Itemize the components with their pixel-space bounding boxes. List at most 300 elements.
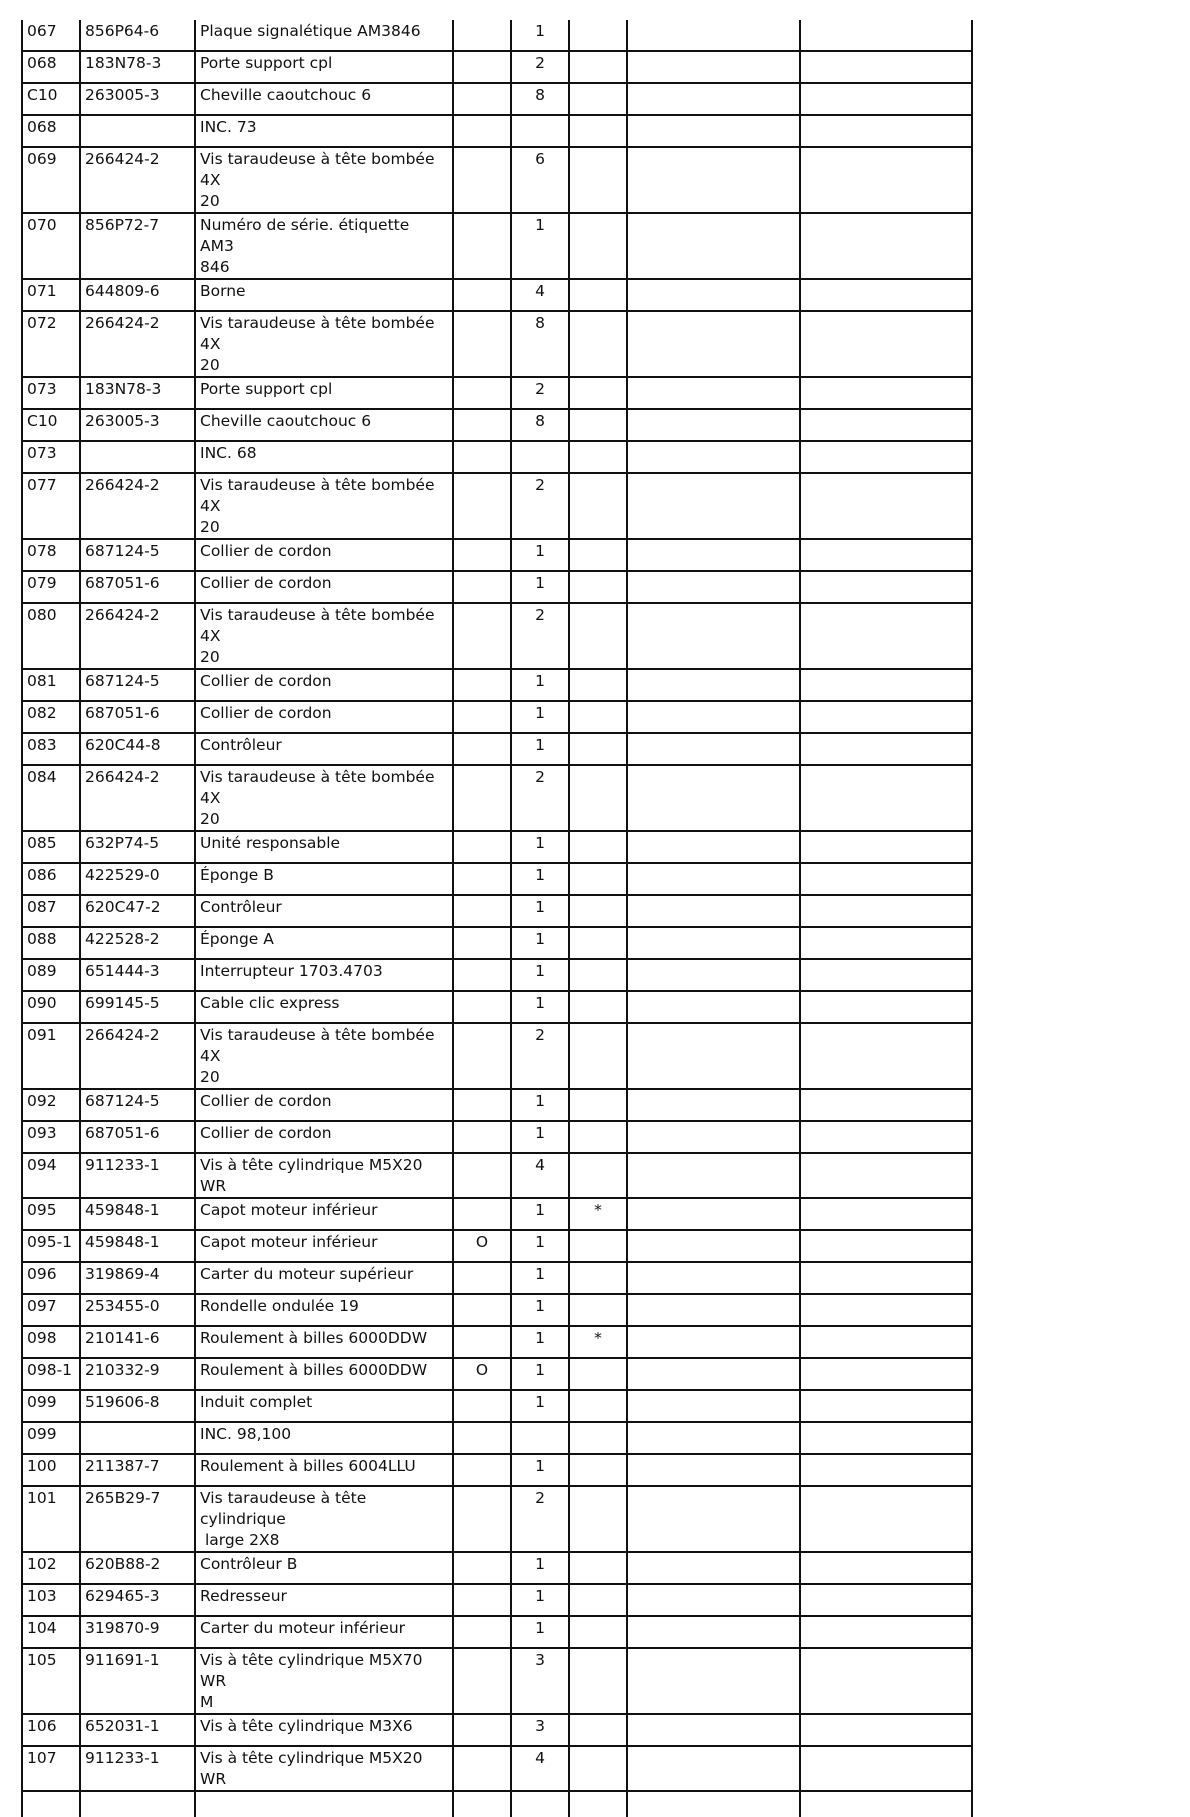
part-number-cell: 687051-6 bbox=[80, 701, 195, 733]
note-cell bbox=[569, 115, 627, 147]
note-cell bbox=[569, 863, 627, 895]
note-cell bbox=[569, 51, 627, 83]
description-cell: Contrôleur B bbox=[195, 1552, 453, 1584]
table-row bbox=[22, 1714, 972, 1746]
note-cell bbox=[569, 895, 627, 927]
quantity-cell: 1 bbox=[511, 1390, 569, 1422]
empty-cell bbox=[627, 409, 800, 441]
empty-cell bbox=[800, 115, 972, 147]
note-cell bbox=[569, 669, 627, 701]
ref-number-cell: 107 bbox=[22, 1746, 80, 1791]
ref-number-cell: 094 bbox=[22, 1153, 80, 1198]
quantity-cell: 1 bbox=[511, 701, 569, 733]
note-cell bbox=[569, 1486, 627, 1552]
part-number-cell: 211387-7 bbox=[80, 1454, 195, 1486]
ref-number-cell: 099 bbox=[22, 1390, 80, 1422]
empty-cell bbox=[627, 441, 800, 473]
note-cell bbox=[569, 1584, 627, 1616]
table-row bbox=[22, 701, 972, 733]
part-number-cell: 687124-5 bbox=[80, 539, 195, 571]
option-cell bbox=[453, 669, 511, 701]
note-cell bbox=[569, 1230, 627, 1262]
empty-cell bbox=[800, 831, 972, 863]
table-row bbox=[22, 765, 972, 831]
ref-number-cell: 084 bbox=[22, 765, 80, 831]
quantity-cell: 2 bbox=[511, 1023, 569, 1089]
empty-cell bbox=[627, 83, 800, 115]
empty-cell bbox=[800, 927, 972, 959]
empty-cell bbox=[800, 1616, 972, 1648]
note-cell bbox=[569, 1089, 627, 1121]
option-cell bbox=[453, 1422, 511, 1454]
note-cell bbox=[569, 539, 627, 571]
description-cell: Cheville caoutchouc 6 bbox=[195, 83, 453, 115]
empty-cell bbox=[800, 733, 972, 765]
quantity-cell: 2 bbox=[511, 473, 569, 539]
empty-cell bbox=[627, 377, 800, 409]
option-cell bbox=[453, 1552, 511, 1584]
option-cell bbox=[453, 603, 511, 669]
ref-number-cell: 085 bbox=[22, 831, 80, 863]
part-number-cell: 687051-6 bbox=[80, 571, 195, 603]
part-number-cell: 459848-1 bbox=[80, 1230, 195, 1262]
table-row bbox=[22, 959, 972, 991]
description-cell: Unité responsable bbox=[195, 831, 453, 863]
empty-cell bbox=[800, 1648, 972, 1714]
note-cell bbox=[569, 1153, 627, 1198]
part-number-cell: 911233-1 bbox=[80, 1153, 195, 1198]
empty-cell bbox=[627, 991, 800, 1023]
table-row bbox=[22, 1552, 972, 1584]
quantity-cell: 1 bbox=[511, 539, 569, 571]
empty-cell bbox=[800, 1153, 972, 1198]
option-cell bbox=[453, 895, 511, 927]
table-row bbox=[22, 147, 972, 213]
table-row bbox=[22, 213, 972, 279]
table-row bbox=[22, 1390, 972, 1422]
empty-cell bbox=[800, 1023, 972, 1089]
ref-number-cell: 103 bbox=[22, 1584, 80, 1616]
part-number-cell: 911691-1 bbox=[80, 1648, 195, 1714]
table-row bbox=[22, 1358, 972, 1390]
table-row bbox=[22, 1198, 972, 1230]
ref-number-cell: 091 bbox=[22, 1023, 80, 1089]
ref-number-cell: 072 bbox=[22, 311, 80, 377]
option-cell bbox=[453, 409, 511, 441]
empty-cell bbox=[800, 765, 972, 831]
quantity-cell bbox=[511, 115, 569, 147]
quantity-cell: 2 bbox=[511, 51, 569, 83]
option-cell bbox=[453, 1584, 511, 1616]
option-cell bbox=[453, 1648, 511, 1714]
description-cell: Vis taraudeuse à tête bombée 4X 20 bbox=[195, 765, 453, 831]
option-cell bbox=[453, 959, 511, 991]
description-cell: INC. 73 bbox=[195, 115, 453, 147]
empty-cell bbox=[22, 1791, 80, 1817]
table-row bbox=[22, 1616, 972, 1648]
empty-cell bbox=[800, 1358, 972, 1390]
empty-cell bbox=[800, 895, 972, 927]
note-cell bbox=[569, 927, 627, 959]
note-cell bbox=[569, 83, 627, 115]
description-cell: Collier de cordon bbox=[195, 571, 453, 603]
quantity-cell: 1 bbox=[511, 669, 569, 701]
ref-number-cell: 090 bbox=[22, 991, 80, 1023]
ref-number-cell: 079 bbox=[22, 571, 80, 603]
description-cell: Vis à tête cylindrique M5X70 WR M bbox=[195, 1648, 453, 1714]
quantity-cell: 1 bbox=[511, 1552, 569, 1584]
option-cell bbox=[453, 279, 511, 311]
note-cell bbox=[569, 1746, 627, 1791]
empty-cell bbox=[627, 1486, 800, 1552]
note-cell: * bbox=[569, 1198, 627, 1230]
quantity-cell: 1 bbox=[511, 1454, 569, 1486]
table-row bbox=[22, 1422, 972, 1454]
ref-number-cell: 106 bbox=[22, 1714, 80, 1746]
ref-number-cell: 095-1 bbox=[22, 1230, 80, 1262]
part-number-cell: 210332-9 bbox=[80, 1358, 195, 1390]
empty-cell bbox=[800, 701, 972, 733]
quantity-cell: 4 bbox=[511, 279, 569, 311]
quantity-cell: 1 bbox=[511, 991, 569, 1023]
quantity-cell: 1 bbox=[511, 1121, 569, 1153]
quantity-cell: 1 bbox=[511, 1230, 569, 1262]
empty-cell bbox=[800, 1089, 972, 1121]
description-cell: Contrôleur bbox=[195, 733, 453, 765]
ref-number-cell: C10 bbox=[22, 409, 80, 441]
note-cell bbox=[569, 701, 627, 733]
option-cell bbox=[453, 377, 511, 409]
table-row bbox=[22, 1230, 972, 1262]
quantity-cell: 2 bbox=[511, 603, 569, 669]
description-cell: Vis taraudeuse à tête bombée 4X 20 bbox=[195, 311, 453, 377]
table-row bbox=[22, 1454, 972, 1486]
empty-cell bbox=[627, 1023, 800, 1089]
empty-cell bbox=[800, 83, 972, 115]
part-number-cell: 856P64-6 bbox=[80, 20, 195, 51]
note-cell bbox=[569, 147, 627, 213]
description-cell: Vis à tête cylindrique M5X20 WR bbox=[195, 1746, 453, 1791]
empty-cell bbox=[627, 831, 800, 863]
part-number-cell: 687124-5 bbox=[80, 1089, 195, 1121]
ref-number-cell: 082 bbox=[22, 701, 80, 733]
ref-number-cell: 092 bbox=[22, 1089, 80, 1121]
note-cell bbox=[569, 571, 627, 603]
table-row bbox=[22, 20, 972, 51]
table-row bbox=[22, 377, 972, 409]
empty-cell bbox=[627, 1552, 800, 1584]
empty-cell bbox=[627, 1390, 800, 1422]
table-row bbox=[22, 1584, 972, 1616]
empty-cell bbox=[627, 1714, 800, 1746]
table-row bbox=[22, 991, 972, 1023]
option-cell bbox=[453, 1486, 511, 1552]
empty-cell bbox=[627, 1358, 800, 1390]
description-cell: Vis taraudeuse à tête bombée 4X 20 bbox=[195, 603, 453, 669]
empty-cell bbox=[800, 539, 972, 571]
empty-cell bbox=[627, 1746, 800, 1791]
part-number-cell: 265B29-7 bbox=[80, 1486, 195, 1552]
option-cell: O bbox=[453, 1230, 511, 1262]
empty-cell bbox=[627, 959, 800, 991]
option-cell bbox=[453, 1326, 511, 1358]
ref-number-cell: 071 bbox=[22, 279, 80, 311]
table-row bbox=[22, 863, 972, 895]
empty-cell bbox=[800, 1714, 972, 1746]
empty-cell bbox=[800, 863, 972, 895]
table-row bbox=[22, 83, 972, 115]
empty-cell bbox=[453, 1791, 511, 1817]
empty-cell bbox=[800, 1422, 972, 1454]
empty-cell bbox=[800, 1294, 972, 1326]
quantity-cell: 1 bbox=[511, 733, 569, 765]
empty-cell bbox=[627, 1089, 800, 1121]
part-number-cell bbox=[80, 441, 195, 473]
empty-cell bbox=[800, 603, 972, 669]
description-cell: Capot moteur inférieur bbox=[195, 1198, 453, 1230]
table-row bbox=[22, 1486, 972, 1552]
option-cell bbox=[453, 539, 511, 571]
description-cell: Capot moteur inférieur bbox=[195, 1230, 453, 1262]
part-number-cell: 652031-1 bbox=[80, 1714, 195, 1746]
empty-cell bbox=[627, 863, 800, 895]
empty-cell bbox=[800, 441, 972, 473]
note-cell bbox=[569, 991, 627, 1023]
description-cell: Numéro de série. étiquette AM3 846 bbox=[195, 213, 453, 279]
table-row bbox=[22, 51, 972, 83]
quantity-cell: 8 bbox=[511, 83, 569, 115]
part-number-cell: 263005-3 bbox=[80, 83, 195, 115]
ref-number-cell: 086 bbox=[22, 863, 80, 895]
ref-number-cell: 083 bbox=[22, 733, 80, 765]
option-cell bbox=[453, 1390, 511, 1422]
description-cell: Vis taraudeuse à tête bombée 4X 20 bbox=[195, 1023, 453, 1089]
empty-cell bbox=[800, 1454, 972, 1486]
empty-cell bbox=[511, 1791, 569, 1817]
description-cell: Induit complet bbox=[195, 1390, 453, 1422]
note-cell bbox=[569, 20, 627, 51]
table-row bbox=[22, 571, 972, 603]
description-cell: Vis à tête cylindrique M3X6 bbox=[195, 1714, 453, 1746]
description-cell: Roulement à billes 6004LLU bbox=[195, 1454, 453, 1486]
empty-cell bbox=[800, 1584, 972, 1616]
ref-number-cell: 093 bbox=[22, 1121, 80, 1153]
description-cell: Collier de cordon bbox=[195, 701, 453, 733]
empty-cell bbox=[800, 147, 972, 213]
table-row bbox=[22, 1023, 972, 1089]
empty-cell bbox=[800, 571, 972, 603]
ref-number-cell: 099 bbox=[22, 1422, 80, 1454]
quantity-cell: 1 bbox=[511, 1294, 569, 1326]
ref-number-cell: 067 bbox=[22, 20, 80, 51]
option-cell bbox=[453, 473, 511, 539]
table-continuation-row bbox=[22, 1791, 972, 1817]
description-cell: Cable clic express bbox=[195, 991, 453, 1023]
ref-number-cell: 080 bbox=[22, 603, 80, 669]
part-number-cell: 911233-1 bbox=[80, 1746, 195, 1791]
part-number-cell: 519606-8 bbox=[80, 1390, 195, 1422]
part-number-cell: 629465-3 bbox=[80, 1584, 195, 1616]
part-number-cell: 319869-4 bbox=[80, 1262, 195, 1294]
option-cell bbox=[453, 20, 511, 51]
quantity-cell: 1 bbox=[511, 1089, 569, 1121]
option-cell bbox=[453, 1089, 511, 1121]
note-cell bbox=[569, 733, 627, 765]
note-cell bbox=[569, 1714, 627, 1746]
option-cell bbox=[453, 1198, 511, 1230]
empty-cell bbox=[800, 1746, 972, 1791]
table-row bbox=[22, 1153, 972, 1198]
empty-cell bbox=[800, 669, 972, 701]
empty-cell bbox=[627, 147, 800, 213]
empty-cell bbox=[627, 1153, 800, 1198]
empty-cell bbox=[800, 959, 972, 991]
note-cell bbox=[569, 441, 627, 473]
quantity-cell: 4 bbox=[511, 1153, 569, 1198]
option-cell bbox=[453, 1153, 511, 1198]
table-row bbox=[22, 669, 972, 701]
quantity-cell: 2 bbox=[511, 765, 569, 831]
note-cell bbox=[569, 1121, 627, 1153]
description-cell: Collier de cordon bbox=[195, 539, 453, 571]
table-row bbox=[22, 1326, 972, 1358]
option-cell bbox=[453, 1454, 511, 1486]
empty-cell bbox=[800, 1326, 972, 1358]
option-cell bbox=[453, 701, 511, 733]
quantity-cell: 1 bbox=[511, 213, 569, 279]
empty-cell bbox=[627, 669, 800, 701]
description-cell: Borne bbox=[195, 279, 453, 311]
quantity-cell: 4 bbox=[511, 1746, 569, 1791]
option-cell bbox=[453, 1294, 511, 1326]
description-cell: Roulement à billes 6000DDW bbox=[195, 1326, 453, 1358]
empty-cell bbox=[627, 733, 800, 765]
description-cell: Éponge B bbox=[195, 863, 453, 895]
part-number-cell: 687051-6 bbox=[80, 1121, 195, 1153]
ref-number-cell: 101 bbox=[22, 1486, 80, 1552]
part-number-cell: 266424-2 bbox=[80, 311, 195, 377]
empty-cell bbox=[800, 1486, 972, 1552]
ref-number-cell: 068 bbox=[22, 51, 80, 83]
description-cell: Contrôleur bbox=[195, 895, 453, 927]
note-cell bbox=[569, 1454, 627, 1486]
part-number-cell: 651444-3 bbox=[80, 959, 195, 991]
quantity-cell: 1 bbox=[511, 1358, 569, 1390]
ref-number-cell: 070 bbox=[22, 213, 80, 279]
option-cell bbox=[453, 765, 511, 831]
part-number-cell: 620B88-2 bbox=[80, 1552, 195, 1584]
note-cell bbox=[569, 1552, 627, 1584]
quantity-cell: 1 bbox=[511, 571, 569, 603]
table-row bbox=[22, 115, 972, 147]
quantity-cell: 1 bbox=[511, 20, 569, 51]
option-cell bbox=[453, 863, 511, 895]
empty-cell bbox=[800, 991, 972, 1023]
table-row bbox=[22, 311, 972, 377]
part-number-cell: 253455-0 bbox=[80, 1294, 195, 1326]
table-row bbox=[22, 1746, 972, 1791]
description-cell: Carter du moteur supérieur bbox=[195, 1262, 453, 1294]
ref-number-cell: 089 bbox=[22, 959, 80, 991]
empty-cell bbox=[627, 115, 800, 147]
option-cell bbox=[453, 441, 511, 473]
ref-number-cell: 104 bbox=[22, 1616, 80, 1648]
empty-cell bbox=[800, 20, 972, 51]
part-number-cell: 183N78-3 bbox=[80, 377, 195, 409]
empty-cell bbox=[627, 213, 800, 279]
empty-cell bbox=[627, 1294, 800, 1326]
option-cell bbox=[453, 927, 511, 959]
option-cell bbox=[453, 115, 511, 147]
ref-number-cell: 081 bbox=[22, 669, 80, 701]
part-number-cell: 620C47-2 bbox=[80, 895, 195, 927]
empty-cell bbox=[800, 1121, 972, 1153]
empty-cell bbox=[627, 279, 800, 311]
option-cell bbox=[453, 1023, 511, 1089]
ref-number-cell: 087 bbox=[22, 895, 80, 927]
part-number-cell: 210141-6 bbox=[80, 1326, 195, 1358]
note-cell bbox=[569, 959, 627, 991]
note-cell bbox=[569, 1390, 627, 1422]
part-number-cell: 856P72-7 bbox=[80, 213, 195, 279]
ref-number-cell: 073 bbox=[22, 441, 80, 473]
table-row bbox=[22, 1294, 972, 1326]
table-row bbox=[22, 1089, 972, 1121]
empty-cell bbox=[800, 213, 972, 279]
table-row bbox=[22, 473, 972, 539]
description-cell: Cheville caoutchouc 6 bbox=[195, 409, 453, 441]
part-number-cell: 632P74-5 bbox=[80, 831, 195, 863]
empty-cell bbox=[627, 571, 800, 603]
quantity-cell: 1 bbox=[511, 831, 569, 863]
empty-cell bbox=[800, 409, 972, 441]
ref-number-cell: 102 bbox=[22, 1552, 80, 1584]
empty-cell bbox=[627, 20, 800, 51]
parts-table bbox=[21, 20, 973, 1817]
quantity-cell: 8 bbox=[511, 409, 569, 441]
table-row bbox=[22, 409, 972, 441]
ref-number-cell: 069 bbox=[22, 147, 80, 213]
empty-cell bbox=[627, 473, 800, 539]
part-number-cell: 183N78-3 bbox=[80, 51, 195, 83]
quantity-cell bbox=[511, 441, 569, 473]
note-cell bbox=[569, 1616, 627, 1648]
table-row bbox=[22, 733, 972, 765]
note-cell bbox=[569, 1648, 627, 1714]
note-cell bbox=[569, 473, 627, 539]
note-cell bbox=[569, 279, 627, 311]
quantity-cell: 1 bbox=[511, 863, 569, 895]
ref-number-cell: 077 bbox=[22, 473, 80, 539]
table-row bbox=[22, 539, 972, 571]
quantity-cell: 8 bbox=[511, 311, 569, 377]
empty-cell bbox=[800, 1552, 972, 1584]
quantity-cell: 1 bbox=[511, 1616, 569, 1648]
option-cell bbox=[453, 1262, 511, 1294]
description-cell: Interrupteur 1703.4703 bbox=[195, 959, 453, 991]
quantity-cell: 1 bbox=[511, 927, 569, 959]
empty-cell bbox=[800, 1198, 972, 1230]
option-cell bbox=[453, 991, 511, 1023]
ref-number-cell: 097 bbox=[22, 1294, 80, 1326]
table-row bbox=[22, 279, 972, 311]
part-number-cell: 699145-5 bbox=[80, 991, 195, 1023]
note-cell bbox=[569, 1358, 627, 1390]
empty-cell bbox=[627, 895, 800, 927]
part-number-cell bbox=[80, 115, 195, 147]
empty-cell bbox=[627, 1422, 800, 1454]
table-row bbox=[22, 1262, 972, 1294]
